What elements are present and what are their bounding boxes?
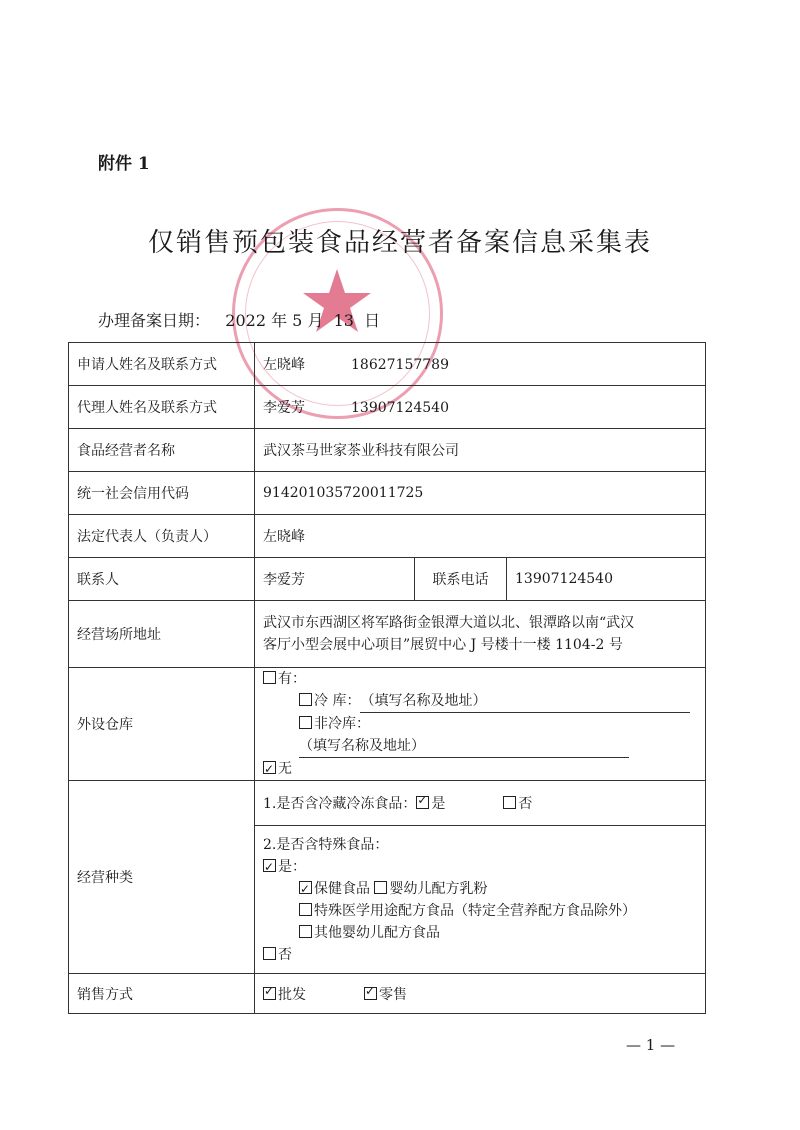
row-sales [69,974,706,1014]
agent-phone: 13907124540 [351,400,449,416]
address-line-1: 武汉市东西湖区将军路街金银潭大道以北、银潭路以南“武汉 [263,615,635,631]
business-type-special [255,826,706,974]
medical-food-label: 特殊医学用途配方食品（特定全营养配方食品除外） [314,902,636,919]
row-contact [69,558,706,601]
warehouse-noncold-field[interactable] [299,735,629,758]
other-infant-checkbox[interactable] [299,925,312,938]
warehouse-no-label: 无 [278,761,292,777]
label-credit-code: 统一社会信用代码 [69,472,255,515]
label-address: 经营场所地址 [69,601,255,668]
warehouse-yes-label: 有： [278,671,306,687]
filing-form-table [68,342,706,1014]
retail-label: 零售 [379,986,407,1003]
warehouse-no-checkbox[interactable] [263,761,276,774]
health-food-label: 保健食品 [314,880,370,897]
form-title: 仅销售预包装食品经营者备案信息采集表 [147,228,652,258]
special-no-option[interactable] [263,944,697,966]
medical-food-checkbox[interactable] [299,903,312,916]
label-contact: 联系人 [69,558,255,601]
infant-formula-label: 婴幼儿配方乳粉 [389,880,488,897]
page-number: — 1 — [626,1036,676,1054]
warehouse-yes-checkbox[interactable] [263,671,276,684]
cold-yes-checkbox[interactable] [416,796,429,809]
warehouse-cold-checkbox[interactable] [299,693,312,706]
infant-formula-checkbox[interactable] [374,881,387,894]
contact-phone: 13907124540 [507,558,706,601]
operator-name: 武汉茶马世家茶业科技有限公司 [255,429,706,472]
special-yes-checkbox[interactable] [263,859,276,872]
address-line-2: 客厅小型会展中心项目”展贸中心 J 号楼十一楼 1104-2 号 [263,637,623,653]
applicant-name: 左晓峰 [263,357,305,373]
special-other-infant-option[interactable] [263,922,697,944]
attachment-label: 附件 1 [98,154,150,174]
filing-date-value: 2022 年 5 月 13 日 [225,311,381,330]
row-agent [69,386,706,429]
warehouse-noncold-label: 非冷库： [314,716,370,732]
label-legal-rep: 法定代表人（负责人） [69,515,255,558]
row-warehouse [69,668,706,781]
warehouse-yes-option[interactable] [263,668,697,690]
label-contact-phone: 联系电话 [415,558,507,601]
other-infant-label: 其他婴幼儿配方食品 [314,924,440,941]
warehouse-noncold-placeholder: （填写名称及地址） [299,738,425,754]
health-food-checkbox[interactable] [299,881,312,894]
row-legal-rep [69,515,706,558]
cold-no-label: 否 [518,796,533,812]
row-address [69,601,706,668]
label-operator: 食品经营者名称 [69,429,255,472]
warehouse-cold-placeholder: （填写名称及地址） [360,693,487,709]
special-food-question: 2.是否含特殊食品： [263,836,389,853]
filing-date [98,308,380,331]
applicant-phone: 18627157789 [351,357,449,373]
special-no-checkbox[interactable] [263,947,276,960]
special-medical-option[interactable] [263,900,697,922]
value-applicant [255,343,706,386]
special-health-infant-options [263,878,697,900]
credit-code-value: 914201035720011725 [255,472,706,515]
row-applicant [69,343,706,386]
warehouse-noncold-option[interactable] [263,713,697,758]
label-business-type: 经营种类 [69,781,255,974]
row-credit-code [69,472,706,515]
label-sales: 销售方式 [69,974,255,1014]
warehouse-options [255,668,706,781]
special-no-label: 否 [278,946,292,963]
label-warehouse: 外设仓库 [69,668,255,781]
label-applicant: 申请人姓名及联系方式 [69,343,255,386]
value-agent [255,386,706,429]
sales-options [255,974,706,1014]
row-business-type-q1 [69,781,706,826]
contact-name: 李爱芳 [255,558,415,601]
wholesale-checkbox[interactable] [263,987,276,1000]
cold-yes-label: 是 [431,796,446,812]
row-operator [69,429,706,472]
wholesale-label: 批发 [278,986,306,1003]
label-agent: 代理人姓名及联系方式 [69,386,255,429]
retail-checkbox[interactable] [364,987,377,1000]
warehouse-cold-field[interactable] [360,690,690,713]
filing-date-label: 办理备案日期： [98,311,211,330]
warehouse-noncold-checkbox[interactable] [299,716,312,729]
cold-no-checkbox[interactable] [503,796,516,809]
agent-name: 李爱芳 [263,400,305,416]
legal-rep-value: 左晓峰 [255,515,706,558]
special-yes-label: 是： [278,858,306,875]
business-type-cold [255,781,706,826]
warehouse-no-option[interactable] [263,758,697,780]
warehouse-cold-option[interactable] [263,690,697,713]
special-yes-option[interactable] [263,856,697,878]
address-value [255,601,706,668]
cold-question: 1.是否含冷藏冷冻食品： [263,796,417,812]
warehouse-cold-label: 冷 库： [314,693,361,709]
